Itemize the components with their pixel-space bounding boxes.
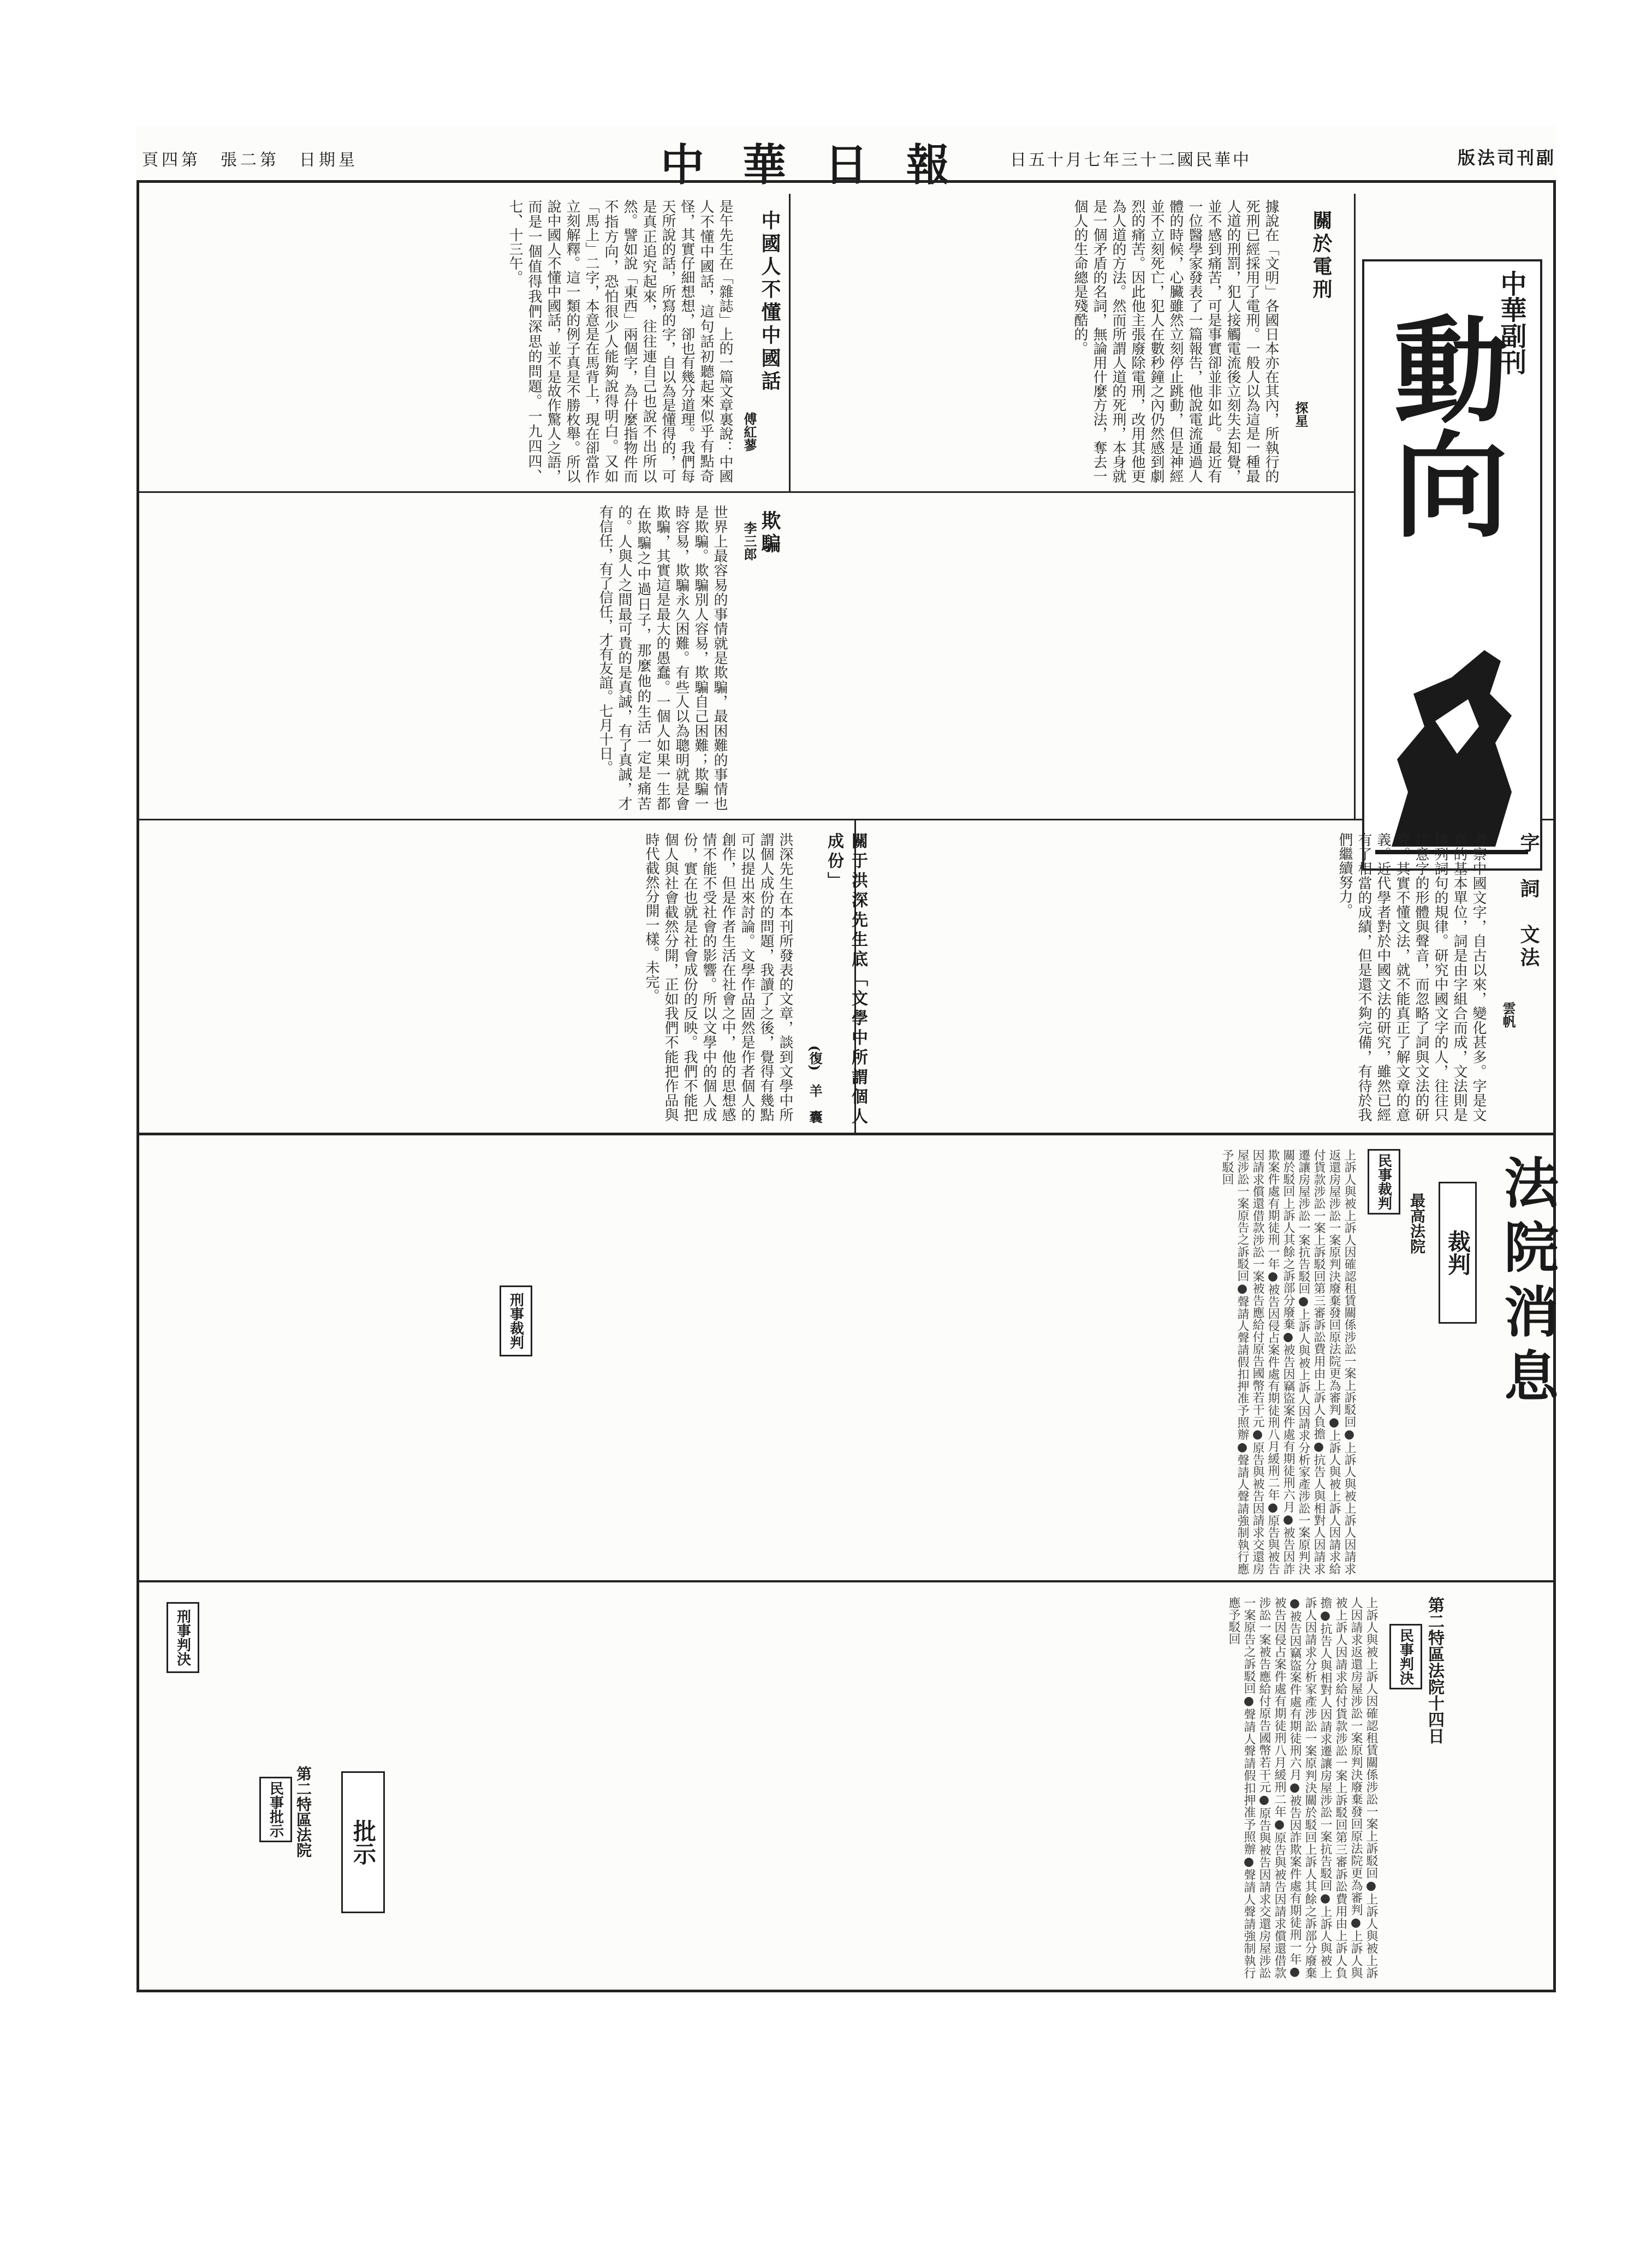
masthead-horse-illustration	[1375, 628, 1528, 858]
page-frame	[136, 180, 1559, 1992]
article-body-electric: 據說在「文明」各國日本亦在其內，所執行的死刑已經採用了電刑。一般人以為這是一種最人道的刑罰，犯人接觸電流後立刻失去知覺，並不感到痛苦，可是事實卻並非如此。最近有一位醫學家發表了一篇報告，他說電流通過人體的時候，心臟雖然立刻停止跳動，但是神經並不立刻死亡，犯人在數秒鐘之內仍然感到劇烈的痛苦。因此他主張廢除電刑，改用其他更為人道的方法。然而所謂人道的死刑，本身就是一個矛盾的名詞，無論用什麼方法，奪去一個人的生命總是殘酷的。	[1072, 199, 1279, 483]
article-title-chinese: 中國人不懂中國話	[758, 210, 781, 394]
article-title-deceit: 欺騙	[758, 510, 781, 556]
article-title-electric: 關於電刑	[1310, 210, 1333, 302]
article-body-hong: 洪深先生在本刊所發表的文章，談到文學中所謂個人成份的問題，我讀了之後，覺得有幾點可以提出來討論。文學作品固然是作者個人的創作，但是作者生活在社會之中，他的思想感情不能不受社會的影響。所以文學中的個人成份，實在也就是社會成份的反映。我們不能把個人與社會截然分開，正如我們不能把作品與時代截然分開一樣。未完。	[643, 832, 793, 1122]
divider	[789, 194, 791, 491]
article-author-grammar: 雲帆	[1500, 1002, 1516, 1028]
court-name-second-district-b: 第二特區法院	[294, 1766, 312, 1858]
divider	[1354, 194, 1356, 819]
tag-civil-instruction: 民事批示	[259, 1777, 292, 1842]
tag-criminal-judgment: 刑事判決	[167, 1602, 199, 1673]
newspaper-title: 中華日報	[661, 139, 988, 191]
tag-criminal-ruling: 刑事裁判	[500, 1285, 532, 1356]
article-title-hong: 關于洪深先生底「文學中所謂個人成份」	[824, 832, 867, 1127]
issue-date: 日五十月七年三十二國民華中	[1010, 151, 1251, 170]
article-body-grammar: 考察中國文字，自古以來，變化甚多。字是文章的基本單位，詞是由字組合而成，文法則是排列詞句的規律。研究中國文字的人，往往只注意字的形體與聲音，而忽略了詞與文法的研究。其實不懂文法，就不能真正了解文章的意義。近代學者對於中國文法的研究，雖然已經有了相當的成績，但是還不夠完備，有待於我們繼續努力。	[1336, 832, 1487, 1122]
newspaper-page	[136, 126, 1559, 1992]
masthead-small: 中華副刊	[1496, 270, 1526, 375]
masthead-big: 動向	[1375, 311, 1510, 540]
supplement-masthead	[1362, 259, 1542, 871]
court-section-instructions: 批示	[341, 1771, 385, 1913]
article-author-electric: 探星	[1293, 401, 1309, 427]
court-name-second-district: 第二特區法院十四日	[1425, 1597, 1444, 1744]
article-author-deceit: 李三郎	[741, 521, 757, 561]
tag-civil-judgment: 民事判決	[1389, 1624, 1422, 1689]
page-number: 頁四第 張二第 日期星	[142, 151, 358, 170]
article-title-grammar: 字 詞 文法	[1517, 832, 1540, 970]
court-name-supreme: 最高法院	[1408, 1193, 1426, 1254]
court-judgment-listings: 上訴人與被上訴人因確認租賃關係涉訟一案上訴駁回●上訴人與被上訴人因請求返還房屋涉訟一案原判決廢棄發回原法院更為審判●上訴人與被上訴人因請求給付貨款涉訟一案上訴駁回第三審訴訟費用由上訴人負擔●抗告人與相對人因請求遷讓房屋涉訟一案抗告駁回●上訴人與被上訴人因請求分析家產涉訟一案原判決關於駁回上訴人其餘之訴部分廢棄●被告因竊盜案件處有期徒刑六月●被告因詐欺案件處有期徒刑一年●被告因侵占案件處有期徒刑八月緩刑二年●原告與被告因請求償還借款涉訟一案被告應給付原告國幣若干元●原告與被告因請求交還房屋涉訟一案原告之訴駁回●聲請人聲請假扣押准予照辦●聲請人聲請強制執行應予駁回	[1227, 1597, 1378, 1979]
divider	[139, 819, 1553, 820]
court-section-ruling: 裁判	[1439, 1182, 1477, 1324]
article-author-chinese: 傅紅蓼	[741, 412, 757, 451]
article-author-hong: (復) 羊 囊	[807, 1045, 823, 1123]
tag-civil-ruling: 民事裁判	[1368, 1149, 1400, 1215]
page-header	[136, 126, 1556, 191]
article-body-deceit: 世界上最容易的事情就是欺騙，最困難的事情也是欺騙。欺騙別人容易，欺騙自己困難；欺騙一時容易，欺騙永久困難。有些人以為聰明就是會欺騙，其實這是最大的愚蠢。一個人如果一生都在欺騙之中過日子，那麼他的生活一定是痛苦的。人與人之間最可貴的是真誠，有了真誠，才有信任，有了信任，才有友誼。七月十日。	[597, 505, 728, 811]
court-news-title: 法院消息	[1495, 1154, 1559, 1412]
court-ruling-listings: 上訴人與被上訴人因確認租賃關係涉訟一案上訴駁回●上訴人與被上訴人因請求返還房屋涉訟一案原判決廢棄發回原法院更為審判●上訴人與被上訴人因請求給付貨款涉訟一案上訴駁回第三審訴訟費用由上訴人負擔●抗告人與相對人因請求遷讓房屋涉訟一案抗告駁回●上訴人與被上訴人因請求分析家產涉訟一案原判決關於駁回上訴人其餘之訴部分廢棄●被告因竊盜案件處有期徒刑六月●被告因詐欺案件處有期徒刑一年●被告因侵占案件處有期徒刑八月緩刑二年●原告與被告因請求償還借款涉訟一案被告應給付原告國幣若干元●原告與被告因請求交還房屋涉訟一案原告之訴駁回●聲請人聲請假扣押准予照辦●聲請人聲請強制執行應予駁回	[1220, 1149, 1356, 1575]
supplement-label: 版法司刊副	[1457, 147, 1556, 168]
article-body-chinese: 是午先生在「雜誌」上的一篇文章裏說：中國人不懂中國話，這句話初聽起來似乎有點奇怪，其實仔細想想，卻也有幾分道理。我們每天所說的話，所寫的字，自以為是懂得的，可是真正追究起來，往往連自己也說不出所以然。譬如說「東西」兩個字，為什麼指物件而不指方向，恐怕很少人能夠說得明白。又如「馬上」二字，本意是在馬背上，現在卻當作立刻解釋。這一類的例子真是不勝枚舉。所以說中國人不懂中國話，並不是故作驚人之語，而是一個值得我們深思的問題。一九四四、七、十三午。	[507, 199, 733, 483]
divider	[139, 491, 1354, 493]
divider	[139, 1580, 1553, 1582]
divider	[139, 1133, 1553, 1135]
